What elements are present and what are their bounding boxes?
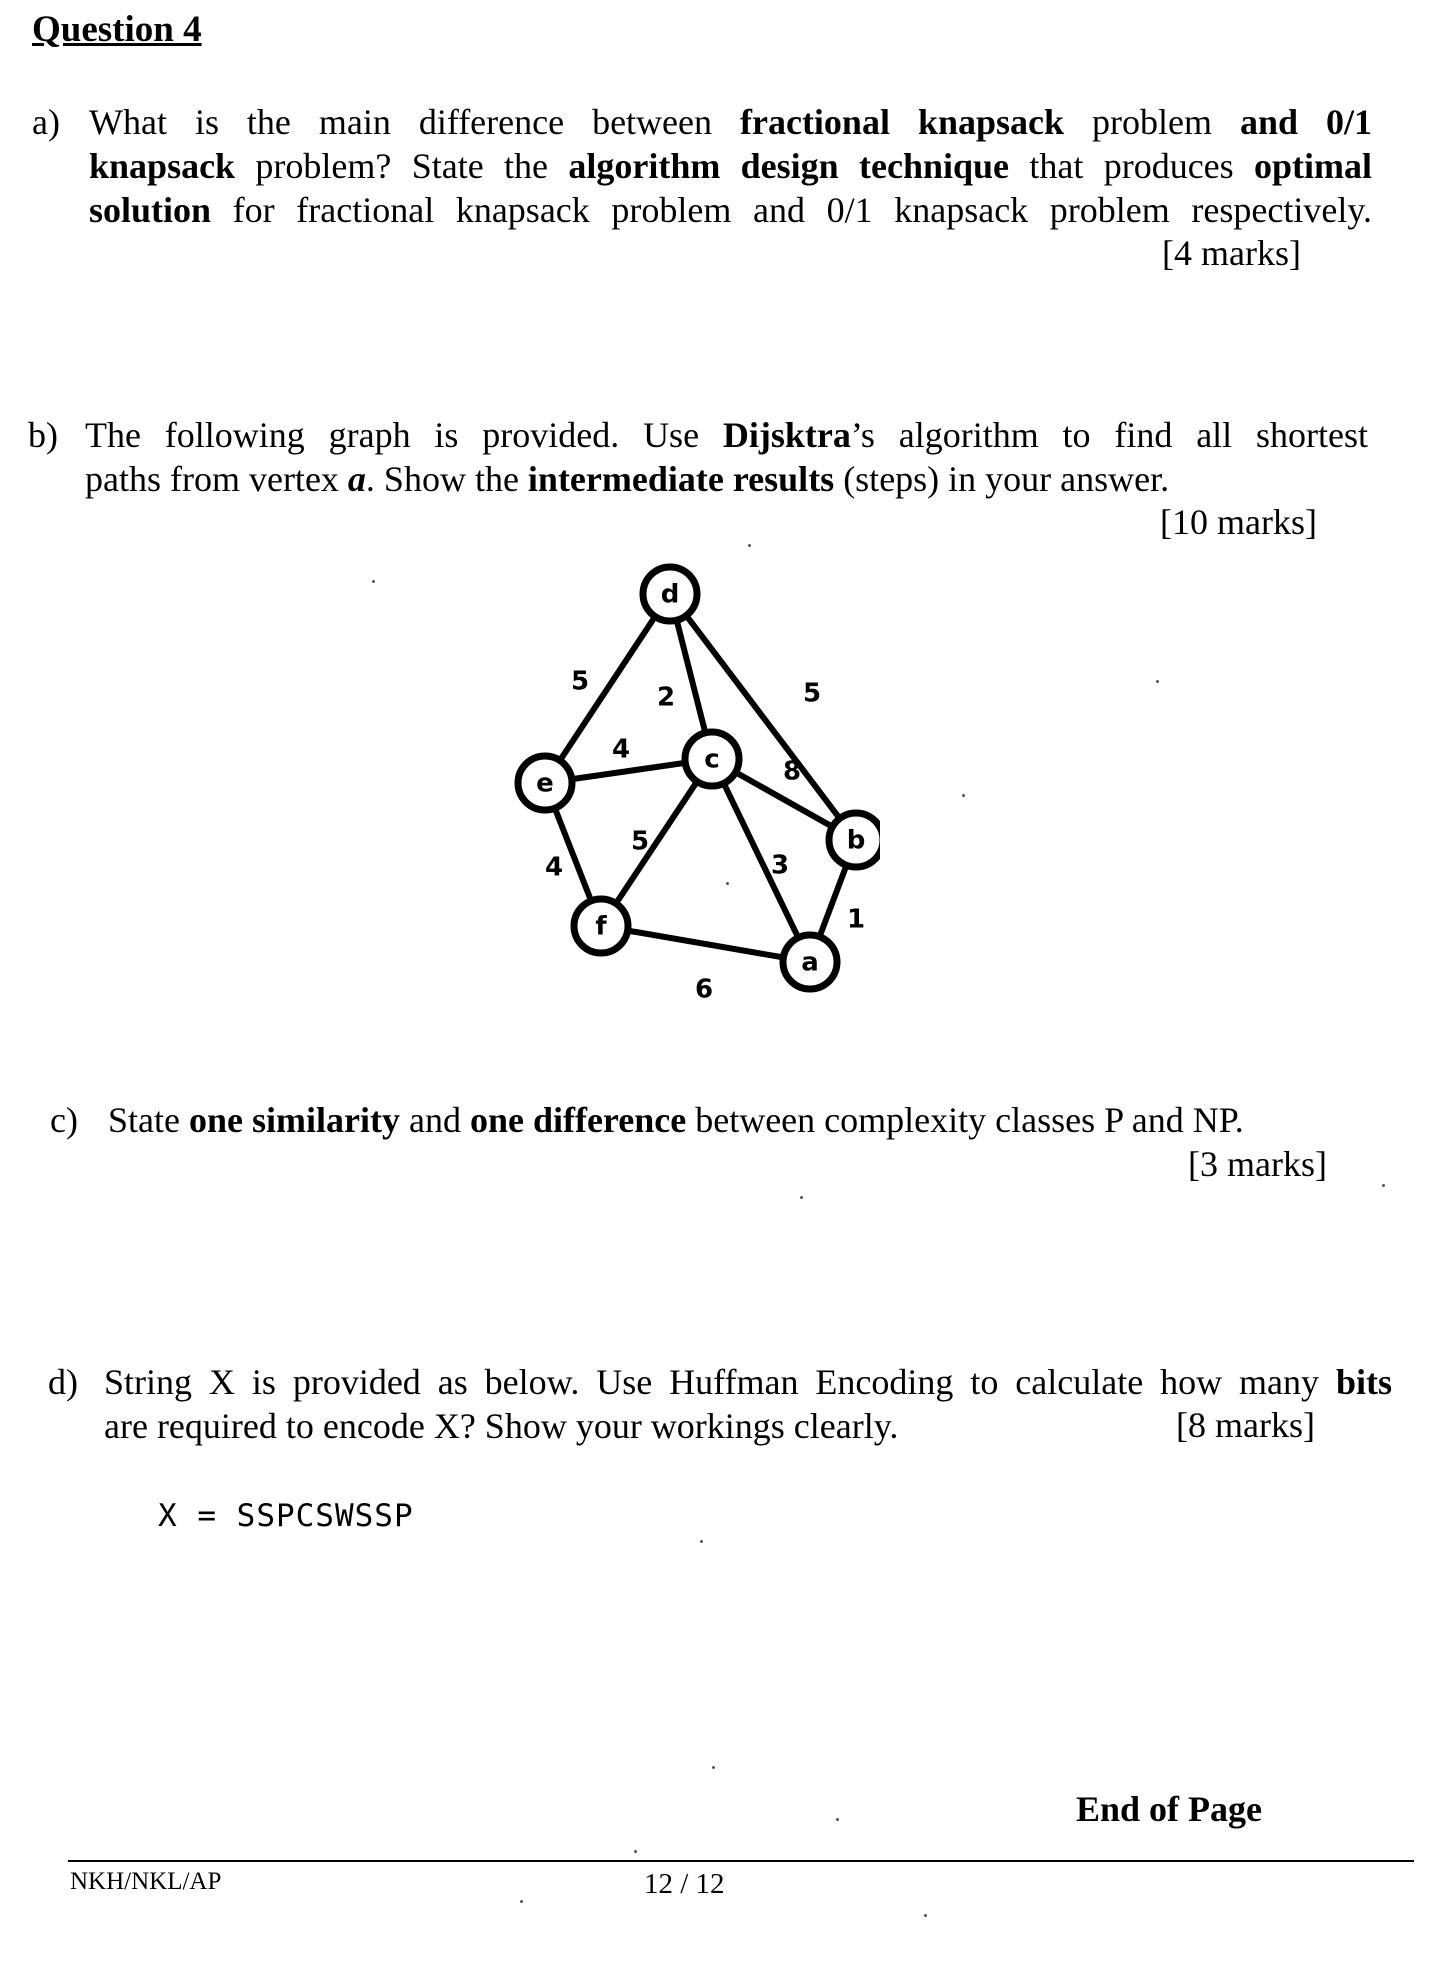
scan-speck — [726, 882, 729, 885]
text-segment: problem — [1064, 102, 1240, 142]
scan-speck — [748, 544, 751, 547]
graph-node-b — [829, 813, 880, 867]
scan-speck — [924, 1914, 927, 1917]
graph-edge-d-e — [545, 594, 670, 783]
part-a-line-3 — [89, 188, 1372, 232]
footer-divider — [68, 1860, 1414, 1862]
edge-weight-b-a: 1 — [846, 904, 866, 935]
part-a-marks: [4 marks] — [1162, 233, 1301, 273]
text-segment: algorithm design technique — [568, 146, 1010, 186]
question-title: Question 4 — [32, 9, 202, 50]
text-segment: bits — [1335, 1362, 1392, 1402]
node-label-a: a — [801, 947, 819, 978]
scan-speck — [1382, 1184, 1385, 1187]
edge-weight-c-a: 3 — [770, 850, 790, 881]
text-segment: (steps) in your answer. — [834, 459, 1170, 499]
text-segment: are required to encode X? Show your workings clearly. — [104, 1406, 899, 1446]
text-segment: knapsack — [89, 146, 236, 186]
node-label-b: b — [846, 825, 866, 856]
part-b-label: b) — [28, 415, 58, 455]
scan-speck — [520, 1900, 523, 1903]
weighted-graph — [500, 556, 880, 1016]
part-c-line-1 — [108, 1098, 1390, 1142]
text-segment: for fractional knapsack problem and 0/1 knapsack problem respectively. — [211, 190, 1372, 230]
part-a-line-1 — [89, 100, 1372, 144]
part-d-label: d) — [48, 1362, 78, 1402]
text-segment: optimal — [1254, 146, 1373, 186]
part-c-label: c) — [50, 1100, 78, 1140]
text-segment: that produces — [1009, 146, 1254, 186]
edge-weight-e-f: 4 — [544, 852, 564, 883]
string-x: X = SSPCSWSSP — [158, 1498, 414, 1534]
graph-node-a — [783, 935, 837, 989]
footer-course-code: NKH/NKL/AP — [70, 1868, 222, 1895]
node-label-c: c — [704, 744, 720, 775]
edge-weight-d-c: 2 — [656, 682, 676, 713]
text-segment: one similarity — [188, 1100, 400, 1140]
part-a-text — [89, 100, 1372, 232]
edge-weight-d-b: 5 — [802, 678, 822, 709]
graph-node-e — [518, 756, 572, 810]
part-a-line-2 — [89, 144, 1372, 188]
part-b-text — [85, 413, 1368, 501]
edge-weight-d-e: 5 — [570, 666, 590, 697]
graph-node-f — [574, 899, 628, 953]
edge-weight-f-a: 6 — [694, 974, 714, 1005]
text-segment: problem? State the — [235, 146, 569, 186]
part-c-text — [108, 1098, 1390, 1142]
part-b-marks: [10 marks] — [1160, 502, 1317, 542]
text-segment: String X is provided as below. Use Huffman Encoding to calculate how many — [104, 1362, 1336, 1402]
scan-speck — [962, 794, 965, 797]
scan-speck — [712, 1766, 715, 1769]
text-segment: What is the main difference between — [89, 102, 740, 142]
end-of-page: End of Page — [1076, 1789, 1263, 1829]
graph-node-d — [643, 567, 697, 621]
scan-speck — [700, 1540, 703, 1543]
node-label-d: d — [660, 579, 680, 610]
scan-speck — [1156, 680, 1159, 683]
graph-node-c — [685, 732, 739, 786]
edge-weight-c-b: 8 — [782, 756, 802, 787]
part-d-marks: [8 marks] — [1176, 1405, 1315, 1445]
text-segment: and 0/1 — [1239, 102, 1372, 142]
node-label-e: e — [536, 768, 554, 799]
node-label-f: f — [595, 911, 607, 942]
scan-speck — [836, 1818, 839, 1821]
edge-weight-f-c: 5 — [630, 826, 650, 857]
part-d-line-1 — [104, 1360, 1392, 1404]
text-segment: and — [399, 1100, 470, 1140]
text-segment: The following graph is provided. Use — [85, 415, 723, 455]
text-segment: ’s algorithm to find all shortest — [850, 415, 1368, 455]
scan-speck — [800, 1196, 803, 1199]
text-segment: paths from vertex — [85, 459, 348, 499]
text-segment: between complexity classes P and NP. — [686, 1100, 1244, 1140]
part-c-marks: [3 marks] — [1188, 1144, 1327, 1184]
graph-edge-f-a — [601, 926, 810, 962]
edge-weight-e-c: 4 — [611, 734, 631, 765]
text-segment: one difference — [469, 1100, 687, 1140]
scan-speck — [372, 580, 375, 583]
part-a-label: a) — [32, 102, 60, 142]
graph-edge-d-b — [670, 594, 856, 840]
text-segment: Dijsktra — [722, 415, 851, 455]
text-segment: fractional knapsack — [740, 102, 1065, 142]
text-segment: intermediate results — [527, 459, 835, 499]
text-segment: solution — [89, 190, 212, 230]
text-segment: . Show the — [365, 459, 528, 499]
text-segment: State — [108, 1100, 189, 1140]
scan-speck — [634, 1850, 637, 1853]
part-b-line-1 — [85, 413, 1368, 457]
text-segment: a — [347, 459, 366, 499]
footer-page-number: 12 / 12 — [644, 1868, 725, 1900]
part-b-line-2 — [85, 457, 1368, 501]
